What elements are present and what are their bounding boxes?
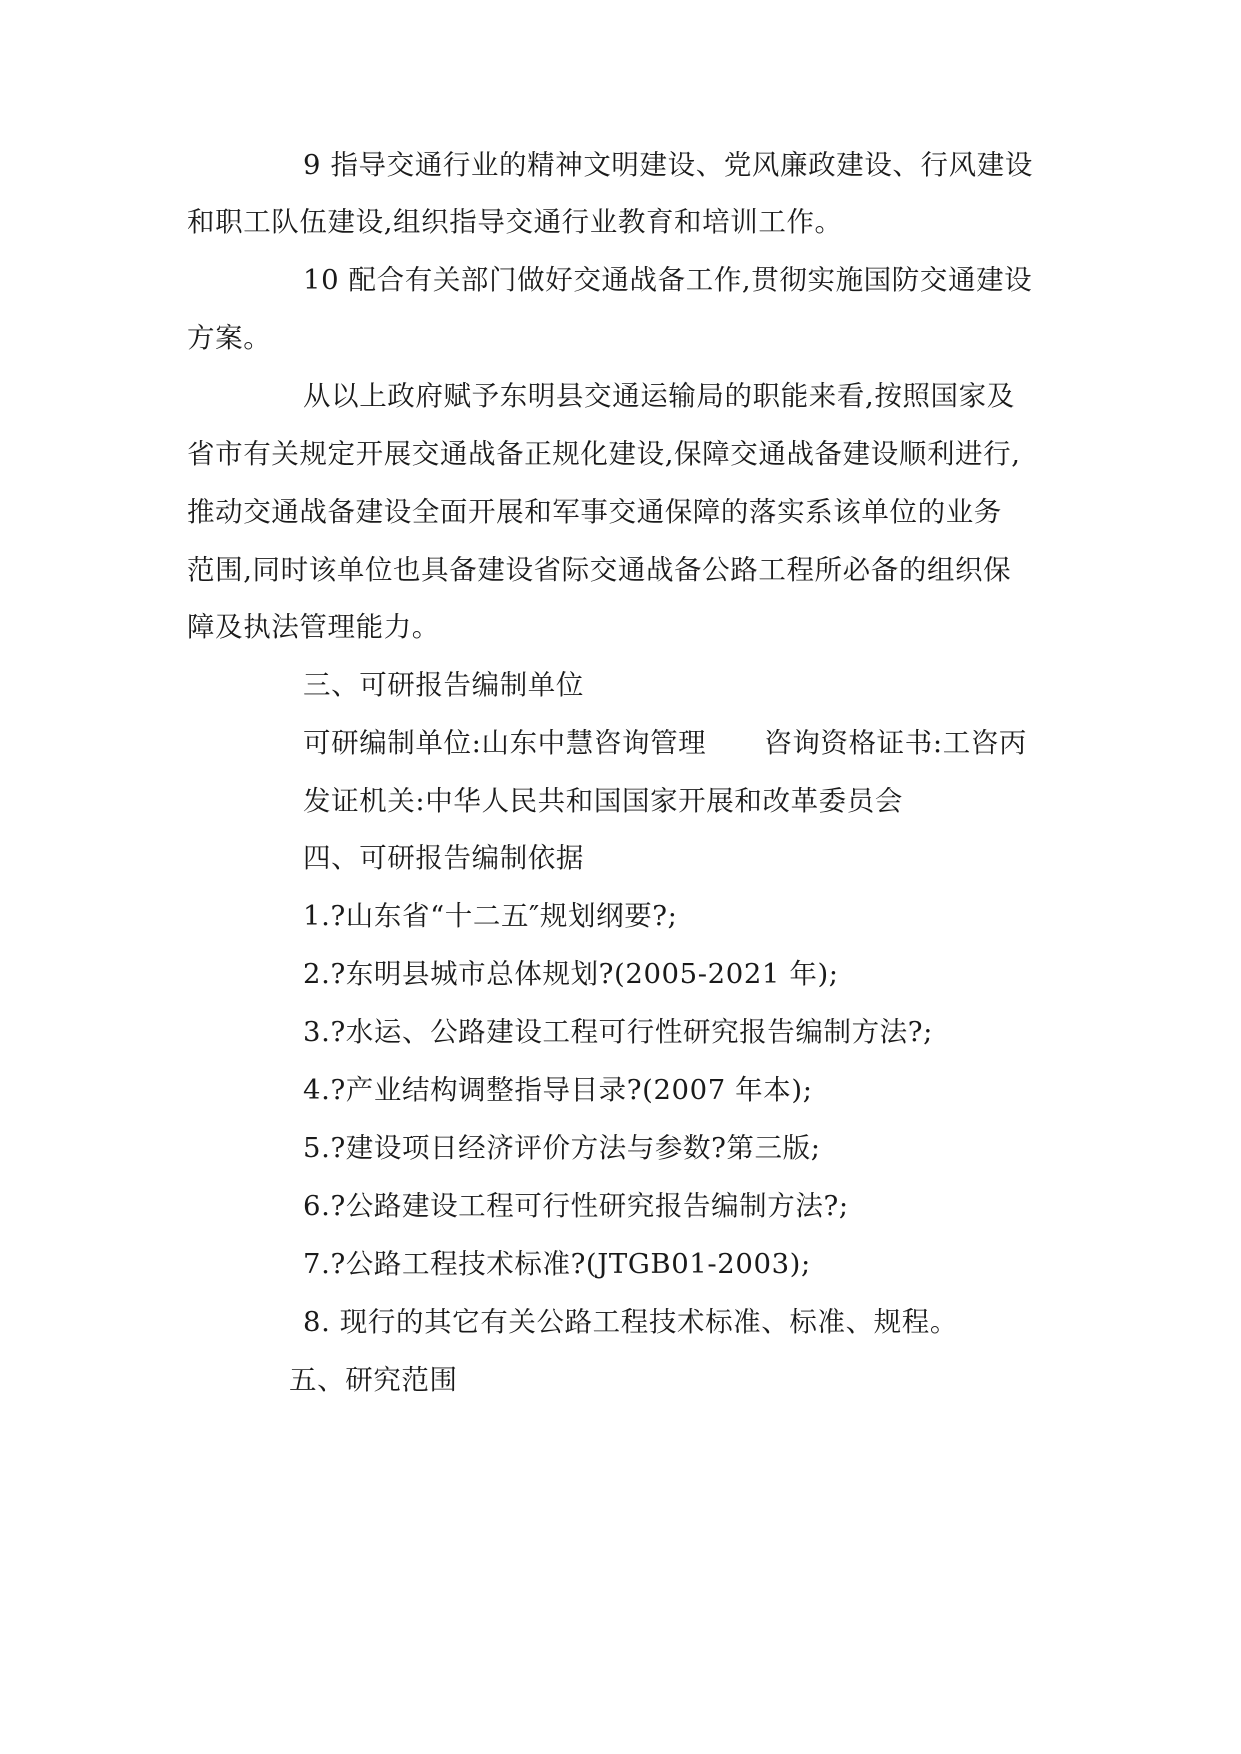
paragraph-10-line-2: 方案。: [187, 322, 272, 354]
basis-item-1: 1.?山东省“十二五″规划纲要?;: [303, 900, 678, 932]
compiling-unit: 可研编制单位:山东中慧咨询管理: [303, 727, 707, 759]
summary-line-3: 推动交通战备建设全面开展和军事交通保障的落实系该单位的业务: [187, 496, 1002, 528]
summary-line-4: 范围,同时该单位也具备建设省际交通战备公路工程所必备的组织保: [187, 554, 1012, 586]
paragraph-9-line-1: 9 指导交通行业的精神文明建设、党风廉政建设、行风建设: [303, 149, 1033, 181]
issuing-authority: 发证机关:中华人民共和国国家开展和改革委员会: [303, 785, 903, 817]
basis-item-7: 7.?公路工程技术标准?(JTGB01-2003);: [303, 1248, 811, 1280]
paragraph-9-line-2: 和职工队伍建设,组织指导交通行业教育和培训工作。: [187, 206, 843, 238]
paragraph-10-line-1: 10 配合有关部门做好交通战备工作,贯彻实施国防交通建设: [303, 264, 1033, 296]
basis-item-8: 8. 现行的其它有关公路工程技术标准、标准、规程。: [303, 1306, 958, 1338]
basis-item-6: 6.?公路建设工程可行性研究报告编制方法?;: [303, 1190, 849, 1222]
section-3-heading: 三、可研报告编制单位: [303, 669, 584, 701]
qualification-certificate: 咨询资格证书:工咨丙: [764, 727, 1028, 759]
basis-item-5: 5.?建设项日经济评价方法与参数?第三版;: [303, 1132, 821, 1164]
section-5-heading: 五、研究范围: [289, 1364, 458, 1396]
summary-line-2: 省市有关规定开展交通战备正规化建设,保障交通战备建设顺利进行,: [187, 438, 1021, 470]
summary-line-1: 从以上政府赋予东明县交通运输局的职能来看,按照国家及: [303, 380, 1015, 412]
basis-item-4: 4.?产业结构调整指导目录?(2007 年本);: [303, 1074, 813, 1106]
summary-line-5: 障及执法管理能力。: [187, 611, 440, 643]
basis-item-3: 3.?水运、公路建设工程可行性研究报告编制方法?;: [303, 1016, 933, 1048]
basis-item-2: 2.?东明县城市总体规划?(2005-2021 年);: [303, 958, 839, 990]
compiling-unit-line: [303, 723, 1027, 763]
section-4-heading: 四、可研报告编制依据: [303, 842, 584, 874]
